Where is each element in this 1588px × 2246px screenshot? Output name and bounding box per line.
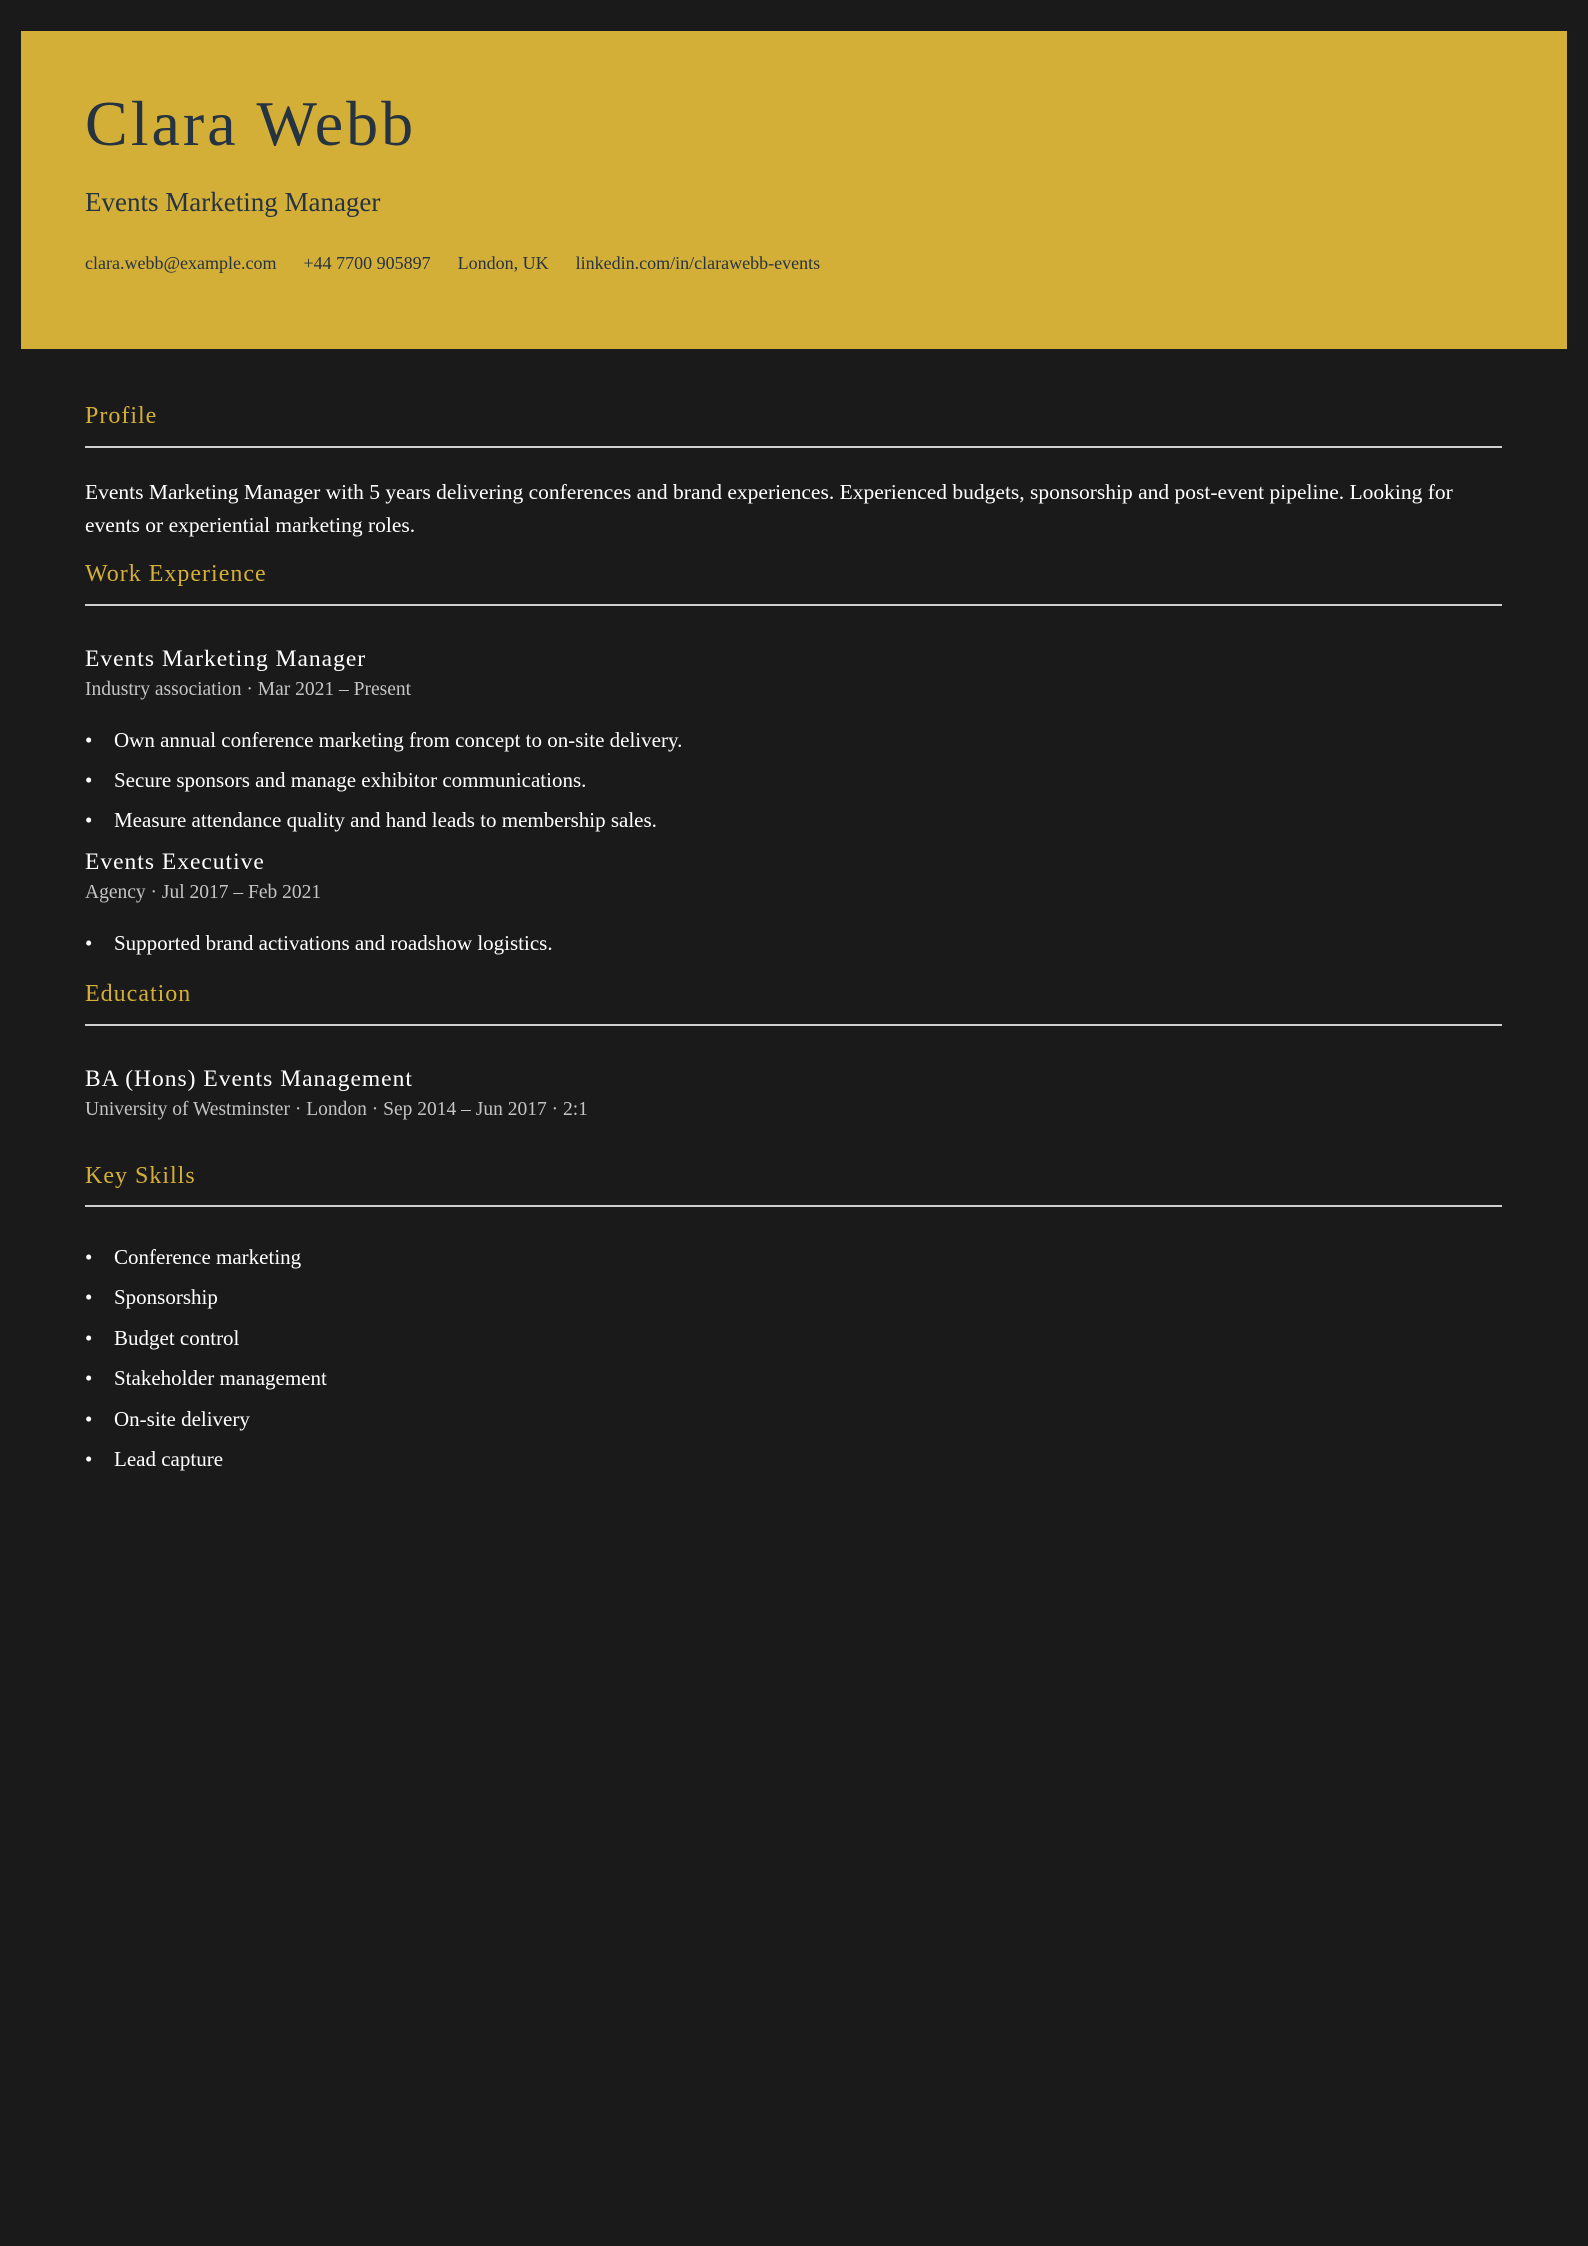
profile-text: Events Marketing Manager with 5 years delivering conferences and brand experiences. Experienced budgets, sponsorship and post-event pipeline. Looking for events or experiential marketing roles. bbox=[85, 479, 1453, 537]
job-bullet: • Secure sponsors and manage exhibitor communications. bbox=[85, 766, 1502, 795]
section-divider bbox=[85, 1024, 1502, 1026]
job-meta: Industry association · Mar 2021 – Present bbox=[85, 679, 412, 701]
resume-header bbox=[21, 31, 1567, 349]
job-meta: Agency · Jul 2017 – Feb 2021 bbox=[85, 882, 322, 904]
job-title: Events Executive bbox=[85, 848, 265, 875]
skill-item: • Lead capture bbox=[85, 1445, 1502, 1474]
skill-item: • Sponsorship bbox=[85, 1283, 1502, 1312]
section-divider bbox=[85, 446, 1502, 448]
skill-item: • Budget control bbox=[85, 1324, 1502, 1353]
candidate-role: Events Marketing Manager bbox=[85, 187, 381, 217]
education-section bbox=[85, 978, 1502, 1123]
skill-item: • Stakeholder management bbox=[85, 1364, 1502, 1393]
contact-location: London, UK bbox=[457, 253, 549, 273]
profile-section bbox=[85, 400, 1502, 542]
job-entry bbox=[85, 644, 1502, 836]
degree-meta: University of Westminster · London · Sep 2014 – Jun 2017 · 2:1 bbox=[85, 1099, 588, 1121]
job-bullet: • Supported brand activations and roadshow logistics. bbox=[85, 929, 1502, 958]
skill-item: • Conference marketing bbox=[85, 1243, 1502, 1272]
section-title-profile: Profile bbox=[85, 403, 158, 429]
contact-row bbox=[85, 253, 820, 274]
job-bullets bbox=[85, 929, 1502, 958]
skills-section bbox=[85, 1160, 1502, 1475]
experience-section bbox=[85, 558, 1502, 958]
candidate-name: Clara Webb bbox=[85, 88, 417, 159]
job-bullet: • Own annual conference marketing from concept to on-site delivery. bbox=[85, 726, 1502, 755]
section-divider bbox=[85, 604, 1502, 606]
section-title-experience: Work Experience bbox=[85, 561, 267, 588]
degree-title: BA (Hons) Events Management bbox=[85, 1065, 413, 1092]
skills-list bbox=[85, 1243, 1502, 1474]
skill-item: • On-site delivery bbox=[85, 1405, 1502, 1434]
section-divider bbox=[85, 1205, 1502, 1207]
job-bullets bbox=[85, 726, 1502, 836]
job-entry bbox=[85, 847, 1502, 958]
resume-body bbox=[85, 400, 1502, 1485]
section-title-skills: Key Skills bbox=[85, 1162, 196, 1189]
contact-phone: +44 7700 905897 bbox=[303, 253, 431, 273]
contact-linkedin: linkedin.com/in/clarawebb-events bbox=[575, 253, 821, 273]
education-entry bbox=[85, 1064, 1502, 1124]
section-title-education: Education bbox=[85, 981, 192, 1008]
job-bullet: • Measure attendance quality and hand leads to membership sales. bbox=[85, 806, 1502, 835]
contact-email: clara.webb@example.com bbox=[85, 253, 277, 273]
job-title: Events Marketing Manager bbox=[85, 645, 367, 672]
